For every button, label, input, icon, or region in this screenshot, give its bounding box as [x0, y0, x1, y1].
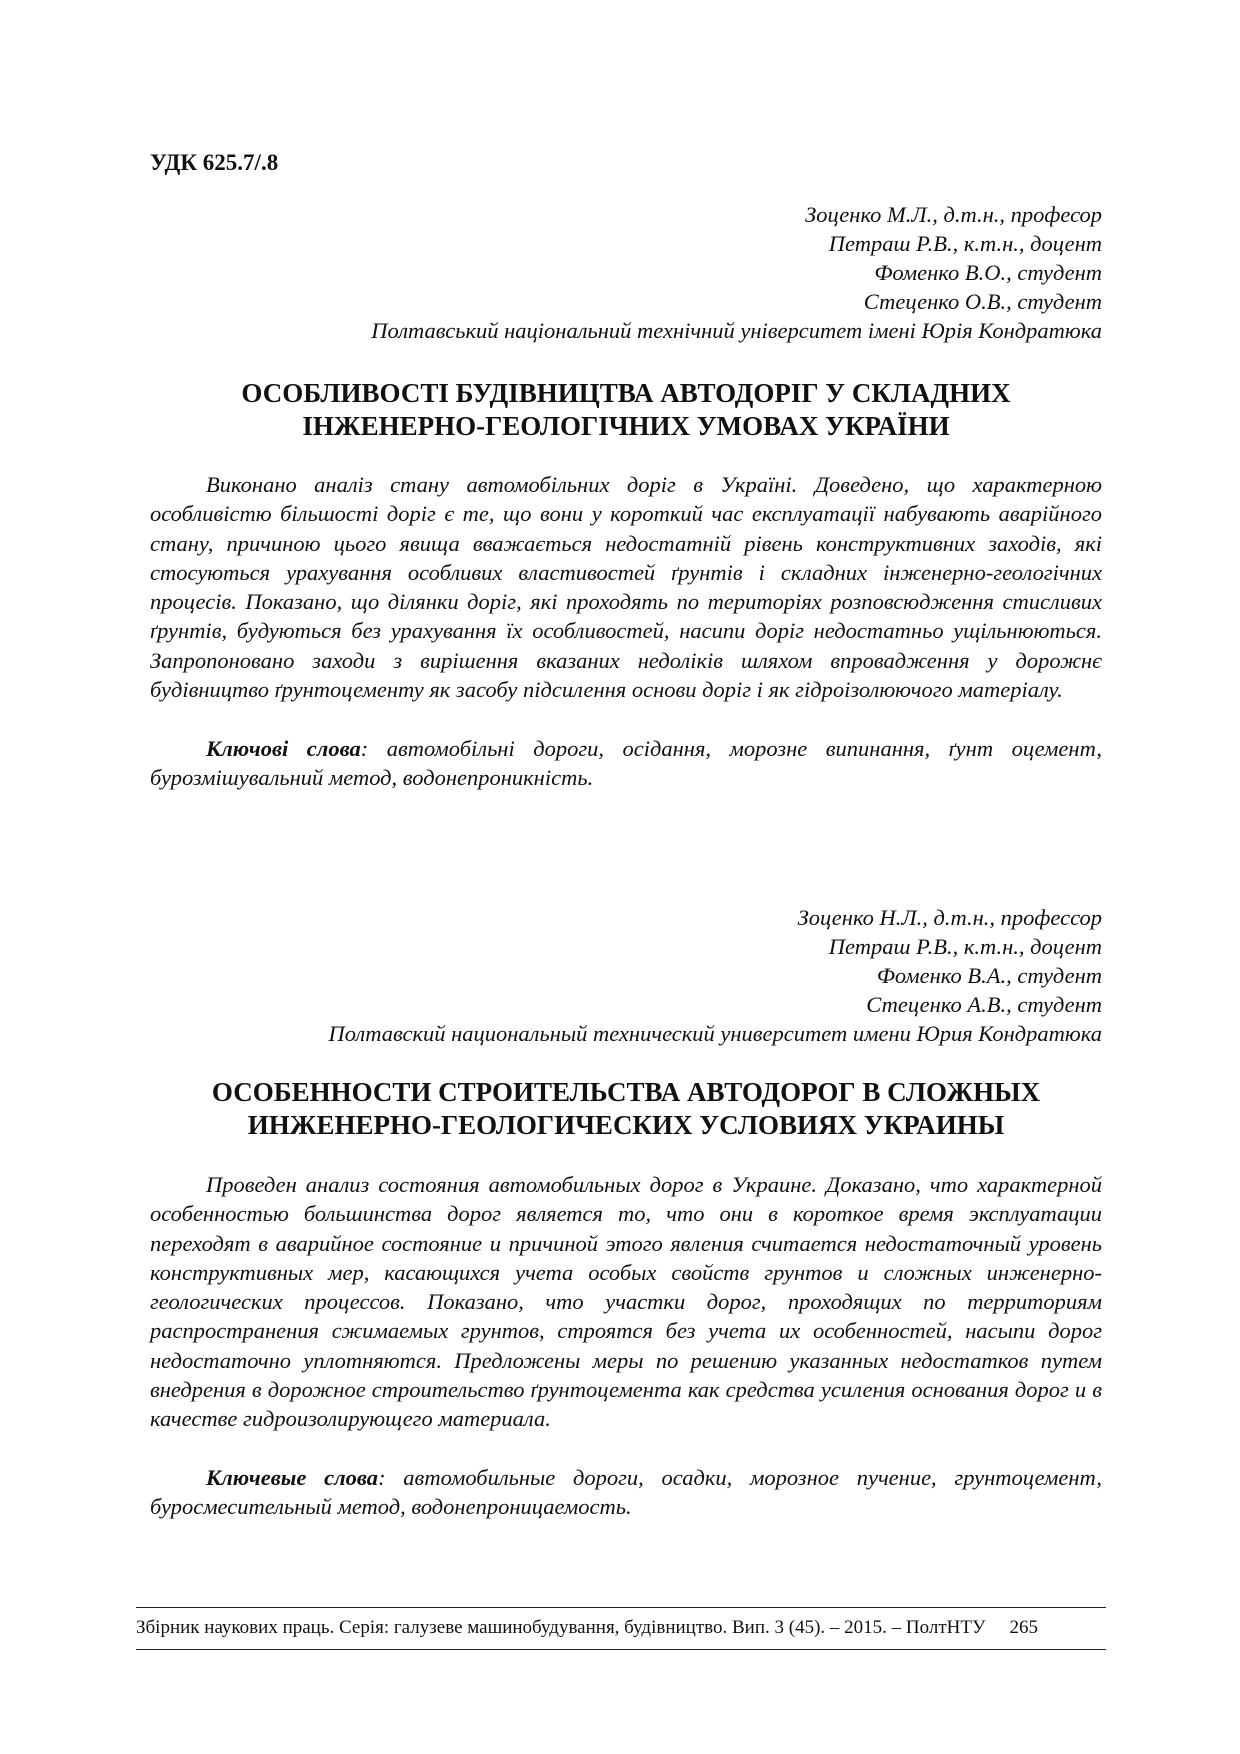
- keywords-text: : автомобільні дороги, осідання, морозне випинання, ґунт оцемент, бурозмішувальний метод, водонепроникність.: [150, 736, 1103, 791]
- title-line: ИНЖЕНЕРНО-ГЕОЛОГИЧЕСКИХ УСЛОВИЯХ УКРАИНЫ: [247, 1110, 1005, 1140]
- keywords-text: : автомобильные дороги, осадки, морозное пучение, грунтоцемент, буросмесительный метод, водонепроницаемость.: [150, 1465, 1102, 1520]
- keywords-label: Ключевые слова: [206, 1465, 379, 1490]
- author-line: Зоценко М.Л., д.т.н., професор: [805, 202, 1102, 227]
- keywords-ua: [150, 734, 1102, 793]
- udk-code: УДК 625.7/.8: [150, 150, 279, 175]
- author-line: Стеценко А.В., студент: [866, 992, 1102, 1017]
- author-line: Стеценко О.В., студент: [863, 289, 1102, 314]
- keywords-label: Ключові слова: [206, 736, 361, 761]
- authors-block-ua: [142, 200, 1102, 345]
- abstract-ru: Проведен анализ состояния автомобильных дорог в Украине. Доказано, что характерной особенностью большинства дорог является то, что они в короткое время эксплуатации переходят в аварийное состояние и причиной этого явления считается недостаточный уровень конструктивных мер, касающихся учета особых свойств грунтов и сложных инженерно-геологических процессов. Показано, что участки дорог, проходящих по территориям распространения сжимаемых грунтов, строятся без учета их особенностей, насыпи дорог недостаточно уплотняются. Предложены меры по решению указанных недостатков путем внедрения в дорожное строительство ґрунтоцемента как средства усиления основания дорог и в качестве гидроизолирующего материала.: [150, 1172, 1102, 1432]
- author-line: Зоценко Н.Л., д.т.н., профессор: [797, 905, 1102, 930]
- journal-footer: [136, 1614, 1106, 1642]
- page-number: 265: [1009, 1617, 1038, 1638]
- title-line: ОСОБЛИВОСТІ БУДІВНИЦТВА АВТОДОРІГ У СКЛАДНИХ: [241, 378, 1011, 408]
- affiliation: Полтавский национальный технический университет имени Юрия Кондратюка: [328, 1021, 1102, 1046]
- keywords-ru: [150, 1463, 1102, 1522]
- author-line: Фоменко В.О., студент: [874, 260, 1102, 285]
- authors-block-ru: [142, 903, 1102, 1048]
- paper-title-ru: [150, 1076, 1102, 1142]
- author-line: Петраш Р.В., к.т.н., доцент: [828, 231, 1102, 256]
- journal-citation: Збірник наукових праць. Серія: галузеве машинобудування, будівництво. Вип. 3 (45). – 2015. – ПолтНТУ: [136, 1617, 986, 1638]
- title-line: ІНЖЕНЕРНО-ГЕОЛОГІЧНИХ УМОВАХ УКРАЇНИ: [302, 411, 950, 441]
- title-line: ОСОБЕННОСТИ СТРОИТЕЛЬСТВА АВТОДОРОГ В СЛОЖНЫХ: [211, 1077, 1041, 1107]
- footer-divider-bottom: [136, 1649, 1106, 1650]
- author-line: Петраш Р.В., к.т.н., доцент: [828, 934, 1102, 959]
- author-line: Фоменко В.А., студент: [876, 963, 1102, 988]
- paper-title-ua: [150, 377, 1102, 443]
- abstract-ua: Виконано аналіз стану автомобільних доріг в Україні. Доведено, що характерною особливістю більшості доріг є те, що вони у короткий час експлуатації набувають аварійного стану, причиною цього явища вважається недостатній рівень конструктивних заходів, які стосуються урахування особливих властивостей ґрунтів і складних інженерно-геологічних процесів. Показано, що ділянки доріг, які проходять по територіях розповсюдження стисливих ґрунтів, будуються без урахування їх особливостей, насипи доріг недостатньо ущільнюються. Запропоновано заходи з вирішення вказаних недоліків шляхом впровадження у дорожнє будівництво ґрунтоцементу як засобу підсилення основи доріг і як гідроізолюючого матеріалу.: [150, 472, 1102, 703]
- affiliation: Полтавський національний технічний університет імені Юрія Кондратюка: [371, 318, 1102, 343]
- footer-divider-top: [136, 1607, 1106, 1608]
